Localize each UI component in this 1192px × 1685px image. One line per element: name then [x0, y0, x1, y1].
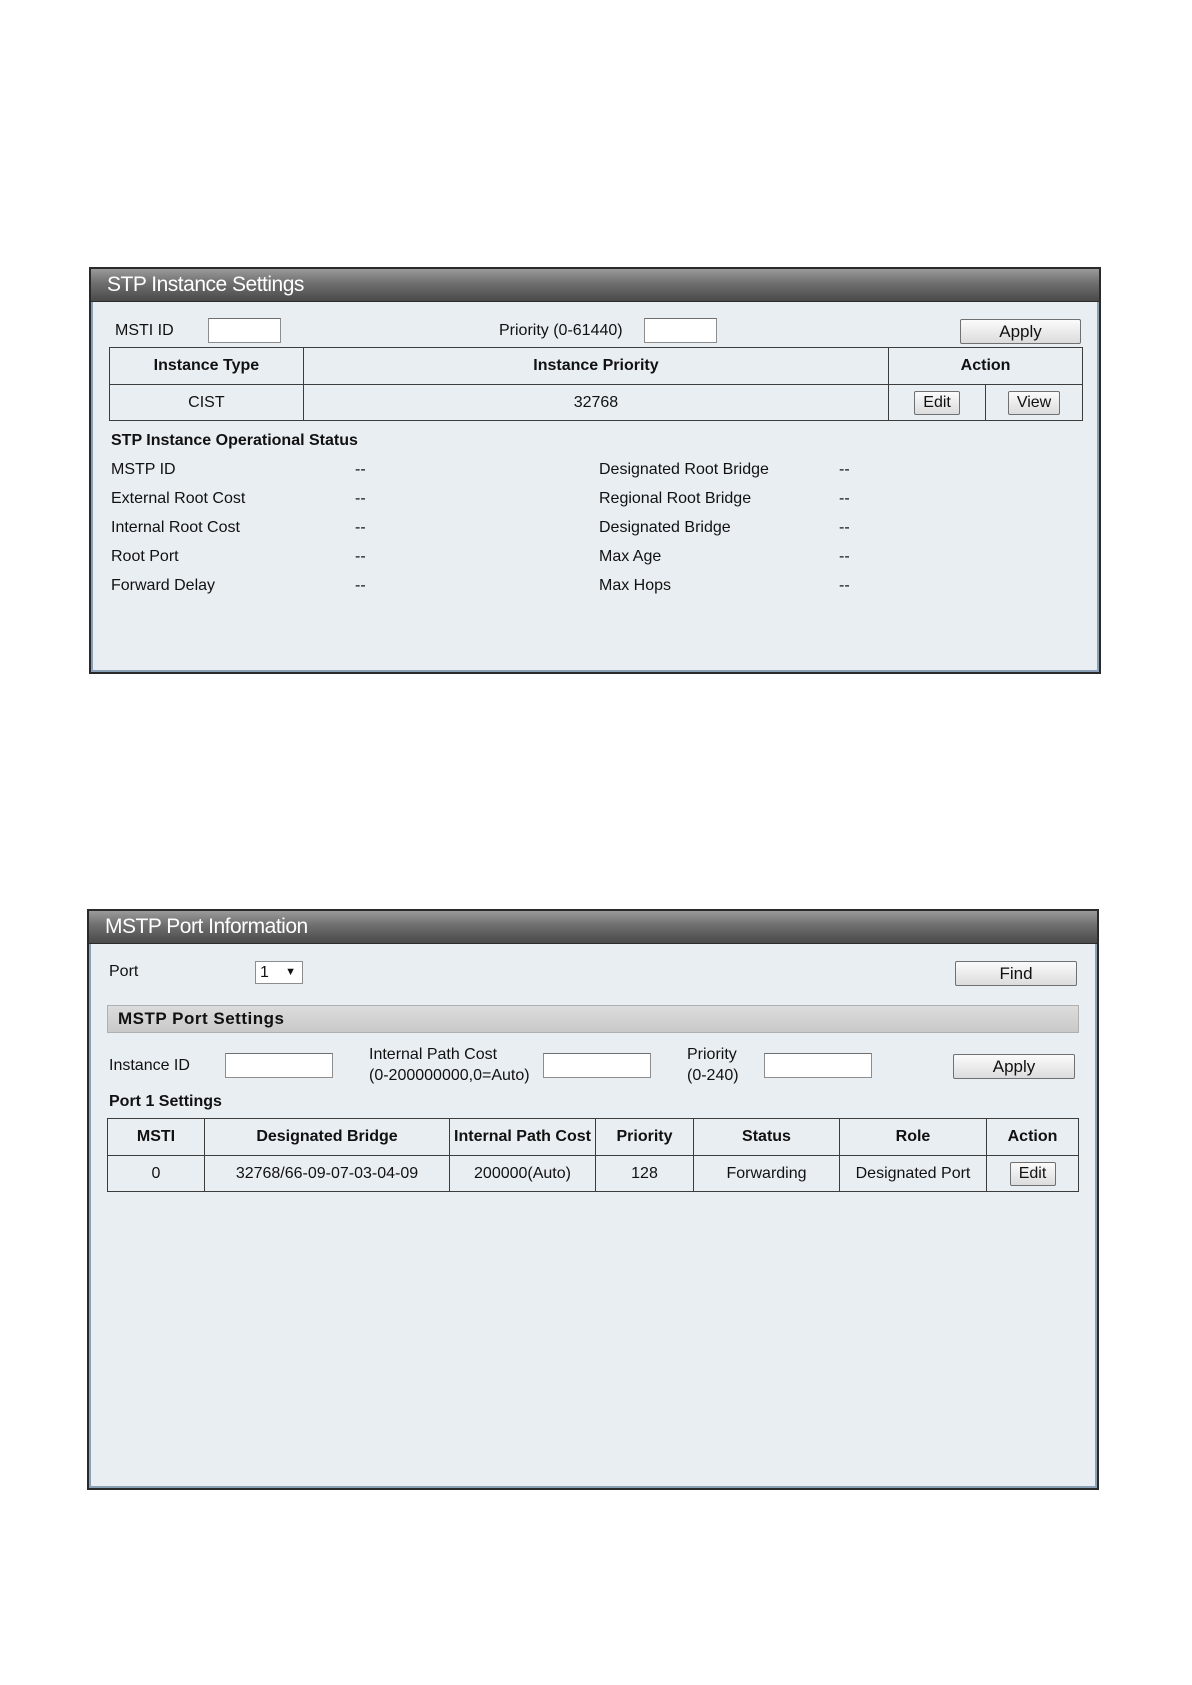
msti-cell: 0	[108, 1156, 205, 1192]
path-cost-label: Internal Path Cost	[369, 1046, 498, 1063]
status-value-max-age: --	[839, 548, 850, 565]
operational-status-heading: STP Instance Operational Status	[111, 432, 358, 449]
action-cell	[987, 1156, 1079, 1192]
header-status: Status	[694, 1119, 840, 1156]
header-action: Action	[987, 1119, 1079, 1156]
apply-button[interactable]: Apply	[953, 1054, 1075, 1079]
header-instance-type: Instance Type	[110, 348, 304, 385]
path-cost-range-label: (0-200000000,0=Auto)	[369, 1067, 530, 1084]
status-label-regional-root-bridge: Regional Root Bridge	[599, 490, 752, 507]
status-label-root-port: Root Port	[111, 548, 179, 565]
status-value-external-root-cost: --	[355, 490, 366, 507]
view-cell	[986, 385, 1083, 421]
status-cell: Forwarding	[694, 1156, 840, 1192]
status-value-forward-delay: --	[355, 577, 366, 594]
find-button[interactable]: Find	[955, 961, 1077, 986]
header-msti: MSTI	[108, 1119, 205, 1156]
edit-button[interactable]: Edit	[1010, 1162, 1056, 1186]
instance-id-label: Instance ID	[109, 1057, 190, 1074]
status-value-designated-bridge: --	[839, 519, 850, 536]
apply-button[interactable]: Apply	[960, 319, 1081, 344]
mstp-port-settings-bar: MSTP Port Settings	[107, 1005, 1079, 1033]
port-select[interactable]: 1 ▼	[255, 961, 303, 984]
status-value-designated-root-bridge: --	[839, 461, 850, 478]
status-value-internal-root-cost: --	[355, 519, 366, 536]
priority-cell: 128	[596, 1156, 694, 1192]
mstp-port-information-panel	[87, 909, 1099, 1490]
chevron-down-icon: ▼	[285, 966, 296, 978]
status-value-root-port: --	[355, 548, 366, 565]
table-row	[108, 1156, 1079, 1192]
priority-label: Priority (0-61440)	[499, 322, 623, 339]
status-label-forward-delay: Forward Delay	[111, 577, 216, 594]
status-value-mstp-id: --	[355, 461, 366, 478]
status-label-designated-bridge: Designated Bridge	[599, 519, 731, 536]
internal-path-cost-cell: 200000(Auto)	[450, 1156, 596, 1192]
port-label: Port	[109, 963, 139, 980]
msti-id-input[interactable]	[208, 318, 281, 343]
status-label-external-root-cost: External Root Cost	[111, 490, 246, 507]
header-designated-bridge: Designated Bridge	[205, 1119, 450, 1156]
header-priority: Priority	[596, 1119, 694, 1156]
table-row	[110, 385, 1083, 421]
status-label-designated-root-bridge: Designated Root Bridge	[599, 461, 769, 478]
header-internal-path-cost: Internal Path Cost	[450, 1119, 596, 1156]
status-label-mstp-id: MSTP ID	[111, 461, 176, 478]
instance-id-input[interactable]	[225, 1053, 333, 1078]
stp-instance-settings-panel	[89, 267, 1101, 674]
path-cost-input[interactable]	[543, 1053, 651, 1078]
status-value-regional-root-bridge: --	[839, 490, 850, 507]
status-value-max-hops: --	[839, 577, 850, 594]
instance-priority-cell: 32768	[303, 385, 888, 421]
panel-title: STP Instance Settings	[91, 269, 1099, 302]
designated-bridge-cell: 32768/66-09-07-03-04-09	[205, 1156, 450, 1192]
edit-button[interactable]: Edit	[914, 391, 960, 415]
priority-label: Priority	[687, 1046, 737, 1063]
header-action: Action	[889, 348, 1083, 385]
instance-type-cell: CIST	[110, 385, 304, 421]
role-cell: Designated Port	[840, 1156, 987, 1192]
port-settings-heading: Port 1 Settings	[109, 1093, 222, 1110]
instance-table	[109, 347, 1083, 421]
header-instance-priority: Instance Priority	[303, 348, 888, 385]
msti-id-label: MSTI ID	[115, 322, 174, 339]
panel-title: MSTP Port Information	[89, 911, 1097, 944]
port-settings-table	[107, 1118, 1079, 1192]
priority-range-label: (0-240)	[687, 1067, 739, 1084]
priority-input[interactable]	[644, 318, 717, 343]
status-label-max-age: Max Age	[599, 548, 662, 565]
header-role: Role	[840, 1119, 987, 1156]
edit-cell	[889, 385, 986, 421]
view-button[interactable]: View	[1008, 391, 1060, 415]
status-label-internal-root-cost: Internal Root Cost	[111, 519, 240, 536]
priority-input[interactable]	[764, 1053, 872, 1078]
status-label-max-hops: Max Hops	[599, 577, 672, 594]
